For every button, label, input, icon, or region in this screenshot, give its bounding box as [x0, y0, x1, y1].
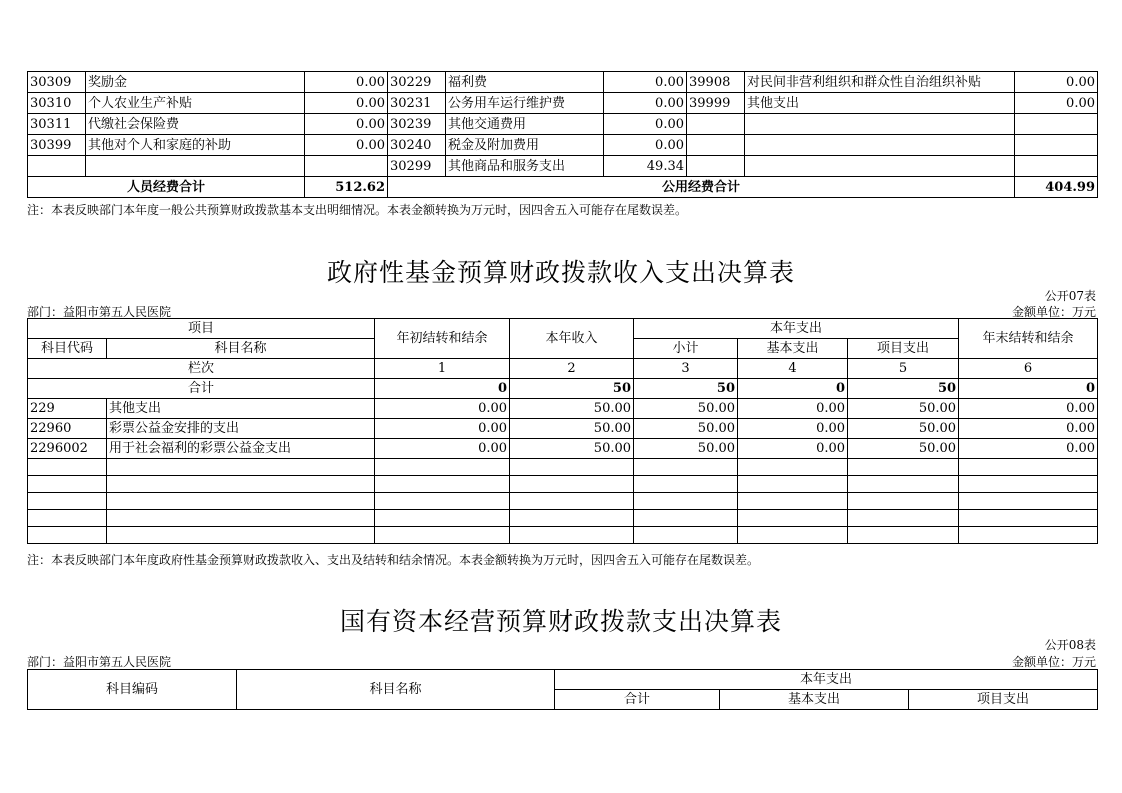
total-value: 0	[375, 379, 510, 399]
public-total-label: 公用经费合计	[388, 177, 1015, 198]
cell: 39908	[687, 72, 745, 93]
header-expense: 本年支出	[634, 319, 959, 339]
column-no: 2	[510, 359, 634, 379]
cell: 49.34	[604, 156, 687, 177]
cell: 0.00	[305, 135, 388, 156]
cell	[687, 114, 745, 135]
header-end-balance: 年末结转和结余	[959, 319, 1098, 359]
header-income: 本年收入	[510, 319, 634, 359]
cell: 代缴社会保险费	[86, 114, 305, 135]
cell: 0.00	[604, 93, 687, 114]
header-basic: 基本支出	[720, 690, 909, 710]
cell	[1015, 156, 1098, 177]
state-capital-table	[27, 669, 1098, 710]
cell: 公务用车运行维护费	[446, 93, 604, 114]
cell: 0.00	[305, 72, 388, 93]
cell	[1015, 135, 1098, 156]
cell: 0.00	[375, 399, 510, 419]
cell: 其他对个人和家庭的补助	[86, 135, 305, 156]
cell: 0.00	[1015, 72, 1098, 93]
cell	[687, 135, 745, 156]
table-row	[28, 156, 1098, 177]
total-value: 0	[738, 379, 848, 399]
cell: 50.00	[510, 419, 634, 439]
empty-row	[28, 493, 1098, 510]
cell: 彩票公益金安排的支出	[107, 419, 375, 439]
cell: 0.00	[375, 439, 510, 459]
total-label: 合计	[28, 379, 375, 399]
column-number-row	[28, 359, 1098, 379]
cell: 50.00	[634, 419, 738, 439]
header-project-expense: 项目支出	[909, 690, 1098, 710]
cell: 其他商品和服务支出	[446, 156, 604, 177]
column-no: 4	[738, 359, 848, 379]
header-project-expense: 项目支出	[848, 339, 959, 359]
column-no: 3	[634, 359, 738, 379]
personnel-total-value: 512.62	[305, 177, 388, 198]
cell: 0.00	[604, 72, 687, 93]
cell: 22960	[28, 419, 107, 439]
cell: 用于社会福利的彩票公益金支出	[107, 439, 375, 459]
total-value: 50	[634, 379, 738, 399]
cell: 其他支出	[107, 399, 375, 419]
personnel-total-label: 人员经费合计	[28, 177, 305, 198]
cell: 奖励金	[86, 72, 305, 93]
cell: 0.00	[738, 419, 848, 439]
cell: 30310	[28, 93, 86, 114]
cell: 30240	[388, 135, 446, 156]
cell: 0.00	[1015, 93, 1098, 114]
cell: 0.00	[305, 114, 388, 135]
cell	[28, 156, 86, 177]
total-value: 50	[848, 379, 959, 399]
cell: 0.00	[738, 399, 848, 419]
cell	[745, 156, 1015, 177]
cell: 对民间非营利组织和群众性自治组织补贴	[745, 72, 1015, 93]
empty-row	[28, 459, 1098, 476]
column-no: 6	[959, 359, 1098, 379]
cell: 229	[28, 399, 107, 419]
cell	[687, 156, 745, 177]
header-basic: 基本支出	[738, 339, 848, 359]
cell: 0.00	[604, 135, 687, 156]
cell: 0.00	[959, 419, 1098, 439]
column-no: 5	[848, 359, 959, 379]
header-code: 科目代码	[28, 339, 107, 359]
section3-title: 国有资本经营预算财政拨款支出决算表	[339, 607, 782, 636]
header-total: 合计	[555, 690, 720, 710]
header-code: 科目编码	[28, 670, 237, 710]
cell: 39999	[687, 93, 745, 114]
header-begin-balance: 年初结转和结余	[375, 319, 510, 359]
table-row	[28, 399, 1098, 419]
cell: 税金及附加费用	[446, 135, 604, 156]
cell: 50.00	[848, 439, 959, 459]
cell: 30309	[28, 72, 86, 93]
cell	[1015, 114, 1098, 135]
cell: 30399	[28, 135, 86, 156]
government-fund-table	[27, 318, 1098, 544]
section3-code: 公开08表	[1044, 638, 1096, 652]
total-row	[28, 379, 1098, 399]
table-row	[28, 114, 1098, 135]
column-no-label: 栏次	[28, 359, 375, 379]
table-row	[28, 419, 1098, 439]
cell: 50.00	[634, 439, 738, 459]
cell: 0.00	[305, 93, 388, 114]
total-value: 50	[510, 379, 634, 399]
empty-row	[28, 510, 1098, 527]
empty-row	[28, 476, 1098, 493]
cell: 福利费	[446, 72, 604, 93]
cell: 0.00	[738, 439, 848, 459]
section2-unit: 金额单位：万元	[1011, 305, 1096, 319]
table-row	[28, 93, 1098, 114]
cell: 0.00	[604, 114, 687, 135]
cell	[745, 114, 1015, 135]
section3-unit: 金额单位：万元	[1011, 655, 1096, 669]
cell: 其他交通费用	[446, 114, 604, 135]
cell: 50.00	[848, 419, 959, 439]
cell: 30239	[388, 114, 446, 135]
cell: 0.00	[959, 439, 1098, 459]
cell: 30299	[388, 156, 446, 177]
cell: 其他支出	[745, 93, 1015, 114]
header-subtotal: 小计	[634, 339, 738, 359]
cell	[745, 135, 1015, 156]
section2-code: 公开07表	[1044, 289, 1096, 303]
total-value: 0	[959, 379, 1098, 399]
basic-expense-detail-table	[27, 71, 1098, 198]
table-row	[28, 135, 1098, 156]
header-name: 科目名称	[237, 670, 555, 710]
cell: 30231	[388, 93, 446, 114]
section3-dept: 部门：益阳市第五人民医院	[27, 655, 172, 669]
table-row	[28, 439, 1098, 459]
header-expense: 本年支出	[555, 670, 1098, 690]
section2-dept: 部门：益阳市第五人民医院	[27, 305, 172, 319]
cell: 0.00	[959, 399, 1098, 419]
empty-row	[28, 527, 1098, 544]
cell: 50.00	[510, 399, 634, 419]
cell: 50.00	[848, 399, 959, 419]
table-note: 注：本表反映部门本年度一般公共预算财政拨款基本支出明细情况。本表金额转换为万元时，因四舍五入可能存在尾数误差。	[27, 203, 688, 217]
header-project: 项目	[28, 319, 375, 339]
cell: 个人农业生产补贴	[86, 93, 305, 114]
cell: 2296002	[28, 439, 107, 459]
totals-row	[28, 177, 1098, 198]
table-note: 注：本表反映部门本年度政府性基金预算财政拨款收入、支出及结转和结余情况。本表金额转换为万元时，因四舍五入可能存在尾数误差。	[27, 553, 760, 567]
public-total-value: 404.99	[1015, 177, 1098, 198]
cell: 30311	[28, 114, 86, 135]
column-no: 1	[375, 359, 510, 379]
cell	[305, 156, 388, 177]
cell: 50.00	[634, 399, 738, 419]
cell: 30229	[388, 72, 446, 93]
section2-title: 政府性基金预算财政拨款收入支出决算表	[326, 258, 795, 287]
header-name: 科目名称	[107, 339, 375, 359]
cell: 0.00	[375, 419, 510, 439]
cell	[86, 156, 305, 177]
cell: 50.00	[510, 439, 634, 459]
table-row	[28, 72, 1098, 93]
